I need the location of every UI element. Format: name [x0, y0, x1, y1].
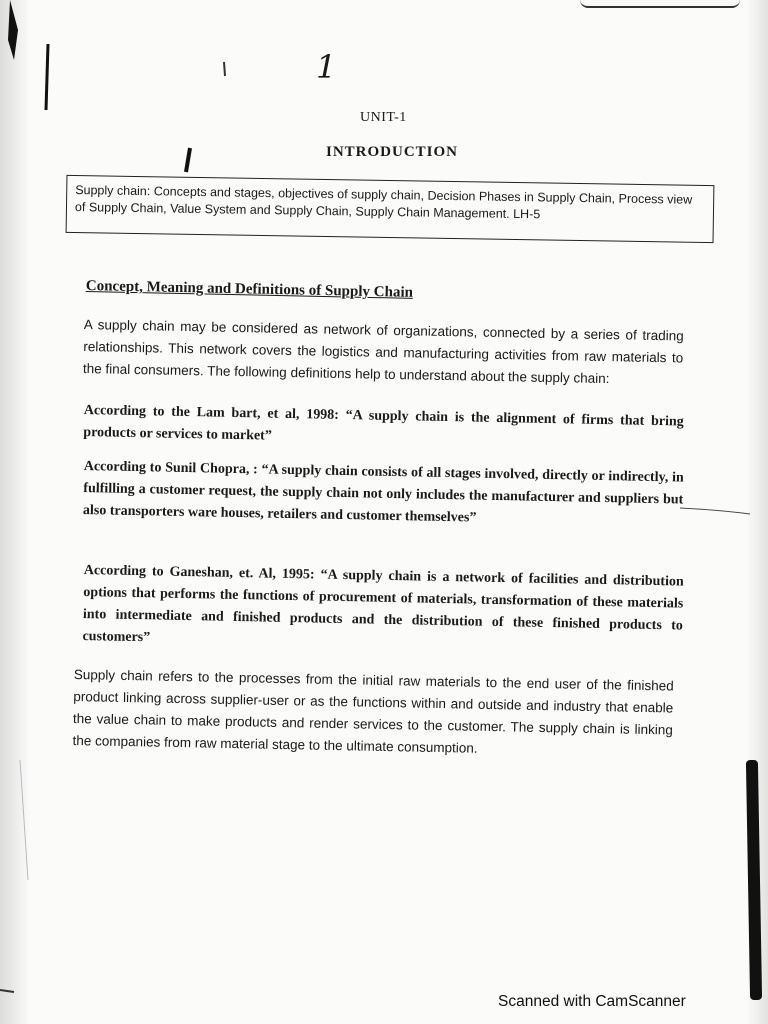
summary-paragraph: Supply chain refers to the processes from the initial raw materials to the end user of the finished product linking across supplier-user or as the functions within and outside and industry that enable the value chain to make products and render services to the customer. The supply chain is linking the companies from raw material stage to the ultimate consumption. — [72, 666, 674, 756]
chapter-title: INTRODUCTION — [326, 144, 459, 160]
camscanner-watermark: Scanned with CamScanner — [498, 993, 686, 1010]
section-heading: Concept, Meaning and Definitions of Supply Chain — [85, 278, 414, 301]
syllabus-text: Supply chain: Concepts and stages, objectives of supply chain, Decision Phases in Supply Chain, Process view of Supply Chain, Value System and Supply Chain, Supply Chain Management. LH-5 — [74, 183, 693, 222]
intro-paragraph: A supply chain may be considered as network of organizations, connected by a series of trading relationships. This network covers the logistics and manufacturing activities from raw materials to the final consumers. The following definitions help to understand about the supply chain: — [82, 316, 684, 387]
page-number: 1 — [316, 48, 337, 86]
unit-label: UNIT-1 — [360, 110, 407, 125]
definition-chopra: According to Sunil Chopra, : “A supply chain consists of all stages involved, directly or indirectly, in fulfilling a customer request, the supply chain not only includes the manufacturer and suppliers but also transporters ware houses, retailers and customer themselves” — [82, 458, 684, 526]
definition-lambart: According to the Lam bart, et al, 1998: “A supply chain is the alignment of firms that bring products or services to market” — [83, 402, 684, 444]
syllabus-box — [66, 175, 715, 243]
definition-ganeshan: According to Ganeshan, et. Al, 1995: “A supply chain is a network of facilities and distribution options that performs the functions of procurement of materials, transformation of these materials into intermediate and finished products and the distribution of these finished products to customers” — [82, 562, 684, 646]
